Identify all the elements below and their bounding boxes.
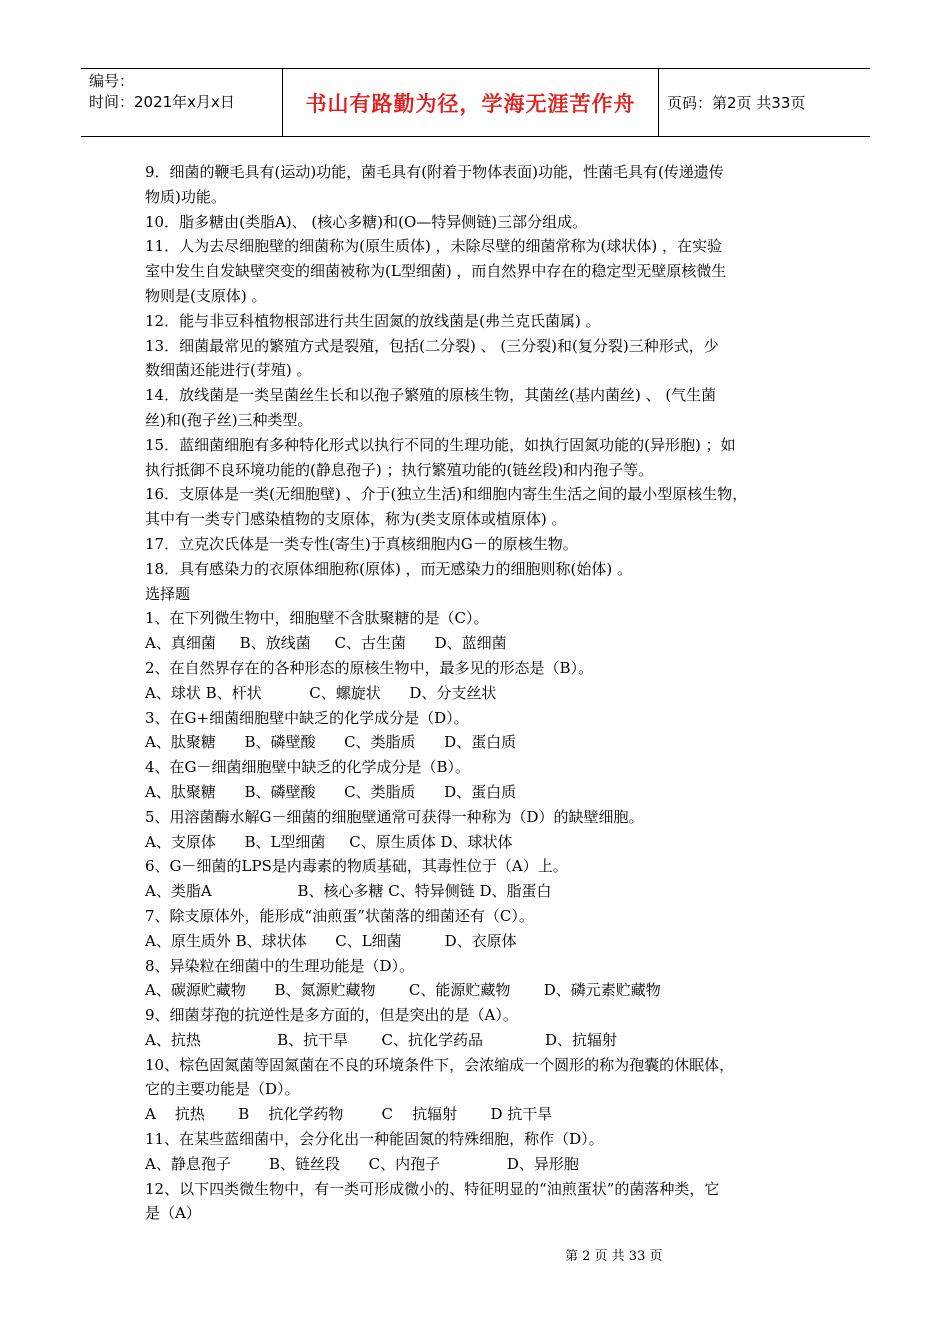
text-line: 执行抵御不良环境功能的(静息孢子) ；执行繁殖功能的(链丝段)和内孢子等。 xyxy=(145,460,654,479)
page-footer: 第 2 页 共 33 页 xyxy=(565,1249,663,1264)
text-line: A、支原体 B、L型细菌 C、原生质体 D、球状体 xyxy=(145,832,513,851)
text-line: 物质)功能。 xyxy=(145,187,226,206)
text-line: 5、用溶菌酶水解G－细菌的细胞壁通常可获得一种称为（D）的缺壁细胞。 xyxy=(145,807,644,826)
text-line: A、肽聚糖 B、磷壁酸 C、类脂质 D、蛋白质 xyxy=(145,733,517,752)
text-line: A、肽聚糖 B、磷壁酸 C、类脂质 D、蛋白质 xyxy=(145,782,517,801)
text-line: 12、以下四类微生物中，有一类可形成微小的、特征明显的“油煎蛋状”的菌落种类，它 xyxy=(145,1179,720,1198)
document-number-label: 编号： xyxy=(89,72,135,90)
text-line: 10．脂多糖由(类脂A)、 (核心多糖)和(O—特异侧链)三部分组成。 xyxy=(145,212,588,231)
document-body xyxy=(145,160,815,1226)
text-line: 18．具有感染力的衣原体细胞称(原体) ，而无感染力的细胞则称(始体) 。 xyxy=(145,559,633,578)
text-line: 15．蓝细菌细胞有多种特化形式以执行不同的生理功能，如执行固氮功能的(异形胞) ；如 xyxy=(145,435,736,454)
text-line: 8、异染粒在细菌中的生理功能是（D）。 xyxy=(145,956,415,975)
text-line: 选择题 xyxy=(145,584,191,603)
text-line: 2、在自然界存在的各种形态的原核生物中，最多见的形态是（B）。 xyxy=(145,658,594,677)
text-line: 6、G－细菌的LPS是内毒素的物质基础，其毒性位于（A）上。 xyxy=(145,857,568,876)
text-line: A、球状 B、杆状 C、螺旋状 D、分支丝状 xyxy=(145,683,497,702)
header-meta xyxy=(81,69,283,136)
text-line: 10、棕色固氮菌等固氮菌在不良的环境条件下，会浓缩成一个圆形的称为孢囊的休眠体， xyxy=(145,1055,735,1074)
header-motto: 书山有路勤为径，学海无涯苦作舟 xyxy=(283,69,659,136)
text-line: 室中发生自发缺壁突变的细菌被称为(L型细菌) ，而自然界中存在的稳定型无壁原核微生 xyxy=(145,262,727,281)
text-line: 7、除支原体外，能形成“油煎蛋”状菌落的细菌还有（C）。 xyxy=(145,906,534,925)
text-line: 9．细菌的鞭毛具有(运动)功能，菌毛具有(附着于物体表面)功能，性菌毛具有(传递遗传 xyxy=(145,163,724,181)
text-line: 11、在某些蓝细菌中，会分化出一种能固氮的特殊细胞，称作（D）。 xyxy=(145,1130,604,1149)
text-line: A、碳源贮藏物 B、氮源贮藏物 C、能源贮藏物 D、磷元素贮藏物 xyxy=(145,981,661,1000)
text-line: 其中有一类专门感染植物的支原体，称为(类支原体或植原体) 。 xyxy=(145,510,567,529)
text-line: A、原生质外 B、球状体 C、L细菌 D、衣原体 xyxy=(145,931,517,950)
text-line: 物则是(支原体) 。 xyxy=(145,286,267,305)
header-page-code: 页码：第2页 共33页 xyxy=(667,94,806,112)
text-line: 12．能与非豆科植物根部进行共生固氮的放线菌是(弗兰克氏菌属) 。 xyxy=(145,311,601,330)
text-line: 11．人为去尽细胞壁的细菌称为(原生质体) ，未除尽壁的细菌常称为(球状体) ，在实验 xyxy=(145,237,723,256)
text-line: 9、细菌芽孢的抗逆性是多方面的，但是突出的是（A）。 xyxy=(145,1006,518,1025)
text-line: 13．细菌最常见的繁殖方式是裂殖，包括(二分裂) 、 (三分裂)和(复分裂)三种形式，少 xyxy=(145,336,719,355)
text-line: 4、在G－细菌细胞壁中缺乏的化学成分是（B）。 xyxy=(145,758,471,777)
page-header xyxy=(81,68,870,137)
text-line: 丝)和(孢子丝)三种类型。 xyxy=(145,410,313,429)
text-line: 16．支原体是一类(无细胞壁) 、介于(独立生活)和细胞内寄生生活之间的最小型原核生物， xyxy=(145,485,748,504)
text-line: 3、在G+细菌细胞壁中缺乏的化学成分是（D）。 xyxy=(145,708,469,727)
text-line: A、真细菌 B、放线菌 C、古生菌 D、蓝细菌 xyxy=(145,634,507,653)
text-line: 1、在下列微生物中，细胞壁不含肽聚糖的是（C）。 xyxy=(145,609,489,628)
text-line: A、静息孢子 B、链丝段 C、内孢子 D、异形胞 xyxy=(145,1154,579,1173)
text-line: A 抗热 B 抗化学药物 C 抗辐射 D 抗干旱 xyxy=(145,1105,553,1124)
text-line: 17．立克次氏体是一类专性(寄生)于真核细胞内G－的原核生物。 xyxy=(145,534,578,553)
document-date: 时间：2021年x月x日 xyxy=(89,93,235,111)
text-line: 14．放线菌是一类呈菌丝生长和以孢子繁殖的原核生物，其菌丝(基内菌丝) 、 (气生菌 xyxy=(145,386,717,405)
text-line: 它的主要功能是（D）。 xyxy=(145,1080,300,1099)
text-line: 是（A） xyxy=(145,1204,201,1223)
text-line: 数细菌还能进行(芽殖) 。 xyxy=(145,361,312,380)
text-line: A、类脂A B、核心多糖 C、特异侧链 D、脂蛋白 xyxy=(145,882,552,901)
text-line: A、抗热 B、抗干旱 C、抗化学药品 D、抗辐射 xyxy=(145,1030,618,1049)
